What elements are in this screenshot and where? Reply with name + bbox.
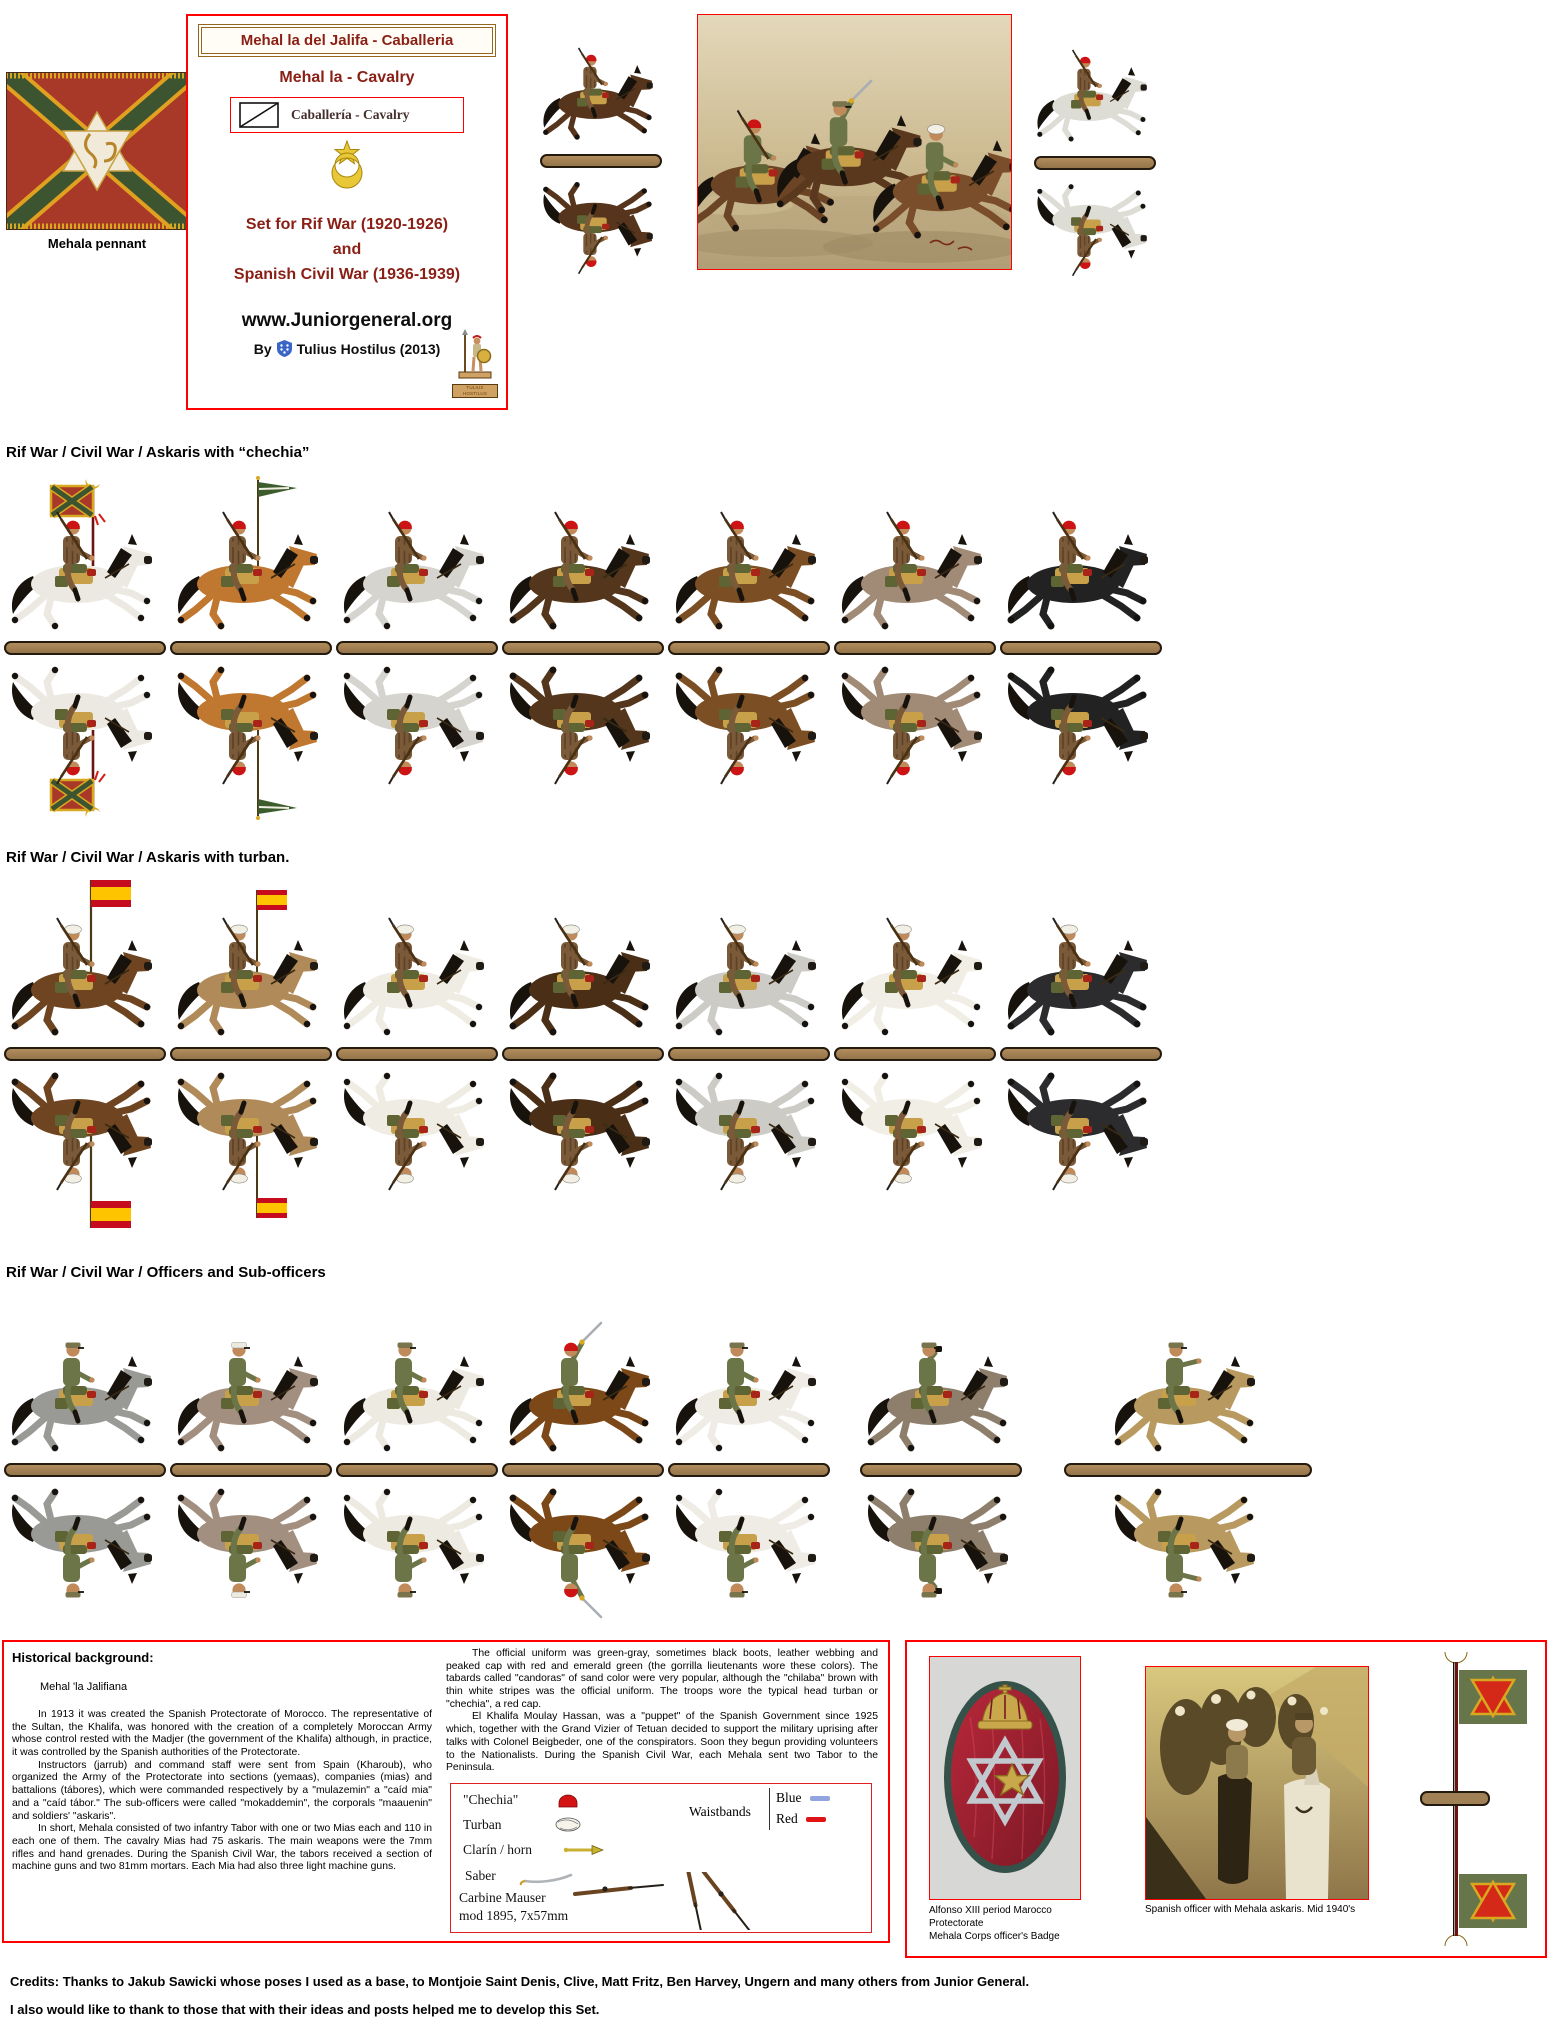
figure-upright: [835, 872, 995, 1047]
cavalry-figure: [500, 1288, 666, 1652]
cavalry-painting: [697, 14, 1012, 270]
cavalry-figure-art: [503, 1477, 663, 1652]
cavalry-figure-art: [503, 1061, 663, 1236]
figure-upright: [337, 1288, 497, 1463]
figure-base: [502, 641, 664, 655]
figure-base: [668, 1047, 830, 1061]
history-paragraph: Instructors (jarrub) and command staff were sent from Spain (Kharoub), who organized the Army of the Protectorate into sections (yemaas), companies (mias) and battalions (tábores), which were commanded respectively by a "mulazemin" a "caíd mia" and a "caíd tábor." The sub-officers were called "mokaddemin", the corporals "maauenin" and soldiers' "askaris".: [12, 1759, 432, 1822]
section-label-officers: Rif War / Civil War / Officers and Sub-officers: [6, 1264, 326, 1281]
legend-turban-label: Turban: [463, 1817, 502, 1832]
cavalry-figure: [334, 872, 500, 1236]
cavalry-figure-art: [171, 1477, 331, 1652]
cavalry-figure-art: [538, 173, 663, 310]
star-crescent-icon: [324, 139, 370, 191]
spanish-pennant: [257, 1136, 287, 1218]
history-left-column: [4, 1642, 442, 1941]
photo-caption: Spanish officer with Mehala askaris. Mid 1940's: [1145, 1904, 1356, 1915]
cavalry-figure-art: [503, 1288, 663, 1463]
pennant-art: [6, 72, 188, 230]
horn-icon: [563, 1844, 605, 1856]
cavalry-figure: [2, 1288, 168, 1652]
cavalry-figure-art: [5, 1288, 165, 1463]
cavalry-figure-art: [669, 1477, 829, 1652]
figure-base: [336, 641, 498, 655]
cavalry-figure-art: [669, 872, 829, 1047]
title-bar: [198, 24, 496, 57]
figure-upright: [669, 466, 829, 641]
cavalry-figure: [168, 872, 334, 1236]
figure-mirrored: [835, 1061, 995, 1236]
cavalry-figure: [666, 1288, 832, 1652]
cavalry-figure-art: [171, 466, 331, 641]
cavalry-figure-art: [866, 70, 1012, 250]
history-heading: Historical background:: [12, 1650, 154, 1665]
figure-mirrored: [503, 1061, 663, 1236]
figure-base: [834, 641, 996, 655]
cavalry-figure: [858, 1288, 1024, 1652]
saber-icon: [517, 1870, 575, 1886]
figure-upright: [669, 1288, 829, 1463]
cavalry-figure-art: [669, 655, 829, 830]
website-text: www.Juniorgeneral.org: [241, 310, 453, 331]
legend-waistbands-label: Waistbands: [689, 1804, 751, 1819]
cavalry-figure-art: [1032, 14, 1157, 151]
mehala-flag-miniature: [1393, 1646, 1533, 1957]
cavalry-figure: [168, 1288, 334, 1652]
cavalry-figure-art: [5, 1477, 165, 1652]
figure-mirrored: [337, 655, 497, 830]
cavalry-figure: [998, 466, 1164, 830]
figure-upright: [503, 872, 663, 1047]
figure-base: [336, 1463, 498, 1477]
set-line-2: and: [332, 241, 362, 258]
figure-upright: [171, 1288, 331, 1463]
figure-base: [834, 1047, 996, 1061]
cavalry-figure-art: [835, 872, 995, 1047]
figure-mirrored: [1001, 655, 1161, 830]
set-line-1: Set for Rif War (1920-1926): [245, 216, 449, 233]
waistband-red-label: Red: [776, 1810, 798, 1826]
figure-upright: [337, 466, 497, 641]
unit-symbol-label: Caballería - Cavalry: [291, 107, 410, 122]
figure-upright: [861, 1288, 1021, 1463]
figure-base: [502, 1463, 664, 1477]
gallery-box: [905, 1640, 1547, 1958]
sheet-subtitle: Mehal la - Cavalry: [279, 69, 415, 86]
cavalry-figure-art: [1001, 872, 1161, 1047]
cavalry-figure: [2, 466, 168, 830]
pennant-image: [6, 72, 188, 230]
section-label-turban: Rif War / Civil War / Askaris with turban.: [6, 849, 290, 866]
figure-upright: [1001, 872, 1161, 1047]
figure-row-turban: [2, 872, 1164, 1236]
figure-base: [170, 641, 332, 655]
cavalry-figure: [334, 1288, 500, 1652]
cavalry-figure: [666, 466, 832, 830]
author-shield-icon: [277, 340, 292, 357]
pennant-caption: Mehala pennant: [47, 236, 147, 251]
history-paragraph: In 1913 it was created the Spanish Protectorate of Morocco. The representative of the Sultan, the Khalifa, was honored with the creation of a completely Moroccan Army whose control rested with the Madjer (the government of the Khalifa) although, in practice, it was controlled by the Spanish authorities of the Protectorate.: [12, 1709, 432, 1759]
unit-symbol-legend: [230, 97, 464, 133]
legend-waistbands-values: [769, 1788, 830, 1830]
photo-art: [1146, 1667, 1368, 1899]
figure-mirrored: [1001, 1061, 1161, 1236]
cavalry-figure: [500, 872, 666, 1236]
turban-icon: [553, 1815, 583, 1833]
cavalry-figure: [500, 466, 666, 830]
figure-mirrored: [5, 1477, 165, 1652]
historical-background-box: [2, 1640, 890, 1943]
figure-upright: [5, 1288, 165, 1463]
figure-upright: [171, 872, 331, 1047]
cavalry-map-symbol-icon: [239, 102, 279, 128]
figure-base: [1000, 641, 1162, 655]
figure-mirrored: [861, 1477, 1021, 1652]
carbine-rifles-icon: [571, 1872, 771, 1930]
lone-cavalry-figure-left: [538, 12, 663, 309]
waistband-blue-label: Blue: [776, 1790, 802, 1805]
cavalry-figure: [666, 872, 832, 1236]
cavalry-figure-art: [669, 1061, 829, 1236]
figure-mirrored: [669, 1477, 829, 1652]
figure-upright: [5, 466, 165, 641]
cavalry-figure-art: [835, 655, 995, 830]
badge-caption-line2: Mehala Corps officer's Badge: [929, 1931, 1060, 1942]
credits-line1: Credits: Thanks to Jakub Sawicki whose poses I used as a base, to Montjoie Saint Denis, Clive, Matt Fritz, Ben Harvey, Ungern and many others from Junior General.: [10, 1974, 1030, 1989]
cavalry-figure-art: [337, 466, 497, 641]
equipment-legend-box: [450, 1783, 872, 1933]
history-paragraph: The official uniform was green-gray, sometimes black boots, leather webbing and peaked cap with red and emerald green (the gorrilla lieutenants wore these colors). The tabards called "candoras" of sand color were very popular, although the "chilaba" brown with thin white stripes was the official uniform. The troops wore the typical head turban or "chechia", a red cap.: [446, 1648, 878, 1710]
waistband-blue-swatch: [810, 1796, 830, 1801]
waistband-blue-row: [776, 1788, 830, 1809]
figure-upright: [503, 1288, 663, 1463]
cavalry-figure-art: [171, 1288, 331, 1463]
figure-mirrored: [835, 655, 995, 830]
section-label-chechia: Rif War / Civil War / Askaris with “chechia”: [6, 444, 310, 461]
author-text: Tulius Hostilus (2013): [296, 340, 441, 357]
figure-base: [502, 1047, 664, 1061]
cavalry-figure-art: [669, 1288, 829, 1463]
cavalry-figure-art: [861, 1477, 1021, 1652]
figure-upright: [5, 872, 165, 1047]
history-right-column: [442, 1642, 888, 1941]
legend-carbine-label2: mod 1895, 7x57mm: [459, 1908, 569, 1923]
painting-rider: [866, 70, 1012, 255]
flag-miniature-art: [1393, 1646, 1533, 1952]
rider-torso: [1166, 1358, 1183, 1386]
cavalry-figure-art: [861, 1288, 1021, 1463]
cavalry-figure: [1062, 1288, 1314, 1652]
figure-mirrored: [5, 1061, 165, 1236]
byline-text: By: [253, 340, 272, 357]
figure-mirrored: [5, 655, 165, 830]
figure-base: [1064, 1463, 1312, 1477]
badge-caption-line1: Alfonso XIII period Marocco Protectorate: [929, 1905, 1052, 1929]
cavalry-figure-art: [1108, 1477, 1268, 1652]
cavalry-figure-art: [5, 872, 165, 1047]
figure-mirrored: [171, 1061, 331, 1236]
chechia-icon: [555, 1792, 581, 1808]
cavalry-figure-art: [171, 872, 331, 1047]
set-line-3: Spanish Civil War (1936-1939): [233, 266, 461, 283]
figure-base: [4, 1463, 166, 1477]
officer-badge-photo: [929, 1656, 1081, 1900]
cavalry-figure-art: [337, 655, 497, 830]
cavalry-figure: [832, 872, 998, 1236]
cavalry-figure-art: [503, 655, 663, 830]
history-subheading: Mehal 'la Jalifiana: [40, 1681, 128, 1693]
legend-chechia-label: "Chechia": [463, 1792, 519, 1807]
cavalry-figure-art: [1001, 655, 1161, 830]
history-paragraph: In short, Mehala consisted of two infantry Tabor with one or two Mias each and 110 in each one of them. The cavalry Mias had 75 askaris. The main weapons were the 7mm rifles and hand grenades. During the Spanish Civil War, the tabors received a section of machine guns and two 81mm mortars. Each Mia had also three light machine guns.: [12, 1823, 432, 1873]
credits-line2: I also would like to thank to those that with their ideas and posts helped me to develop this Set.: [10, 2002, 600, 2017]
history-paragraph: El Khalifa Moulay Hassan, was a "puppet" of the Spanish Government since 1925 which, together with the Grand Vizier of Tetuan decided to support the military uprising after talks with Colonel Beigbeder, one of the conspirators. Soon they begun providing volunteers to the Nationalists. During the Spanish Civil War, each Mehala sent two Tabor to the Peninsula.: [446, 1711, 878, 1774]
cavalry-figure-art: [503, 466, 663, 641]
figure-mirrored: [669, 655, 829, 830]
figure-mirrored: [669, 1061, 829, 1236]
lone-cavalry-figure-right: [1032, 14, 1157, 311]
figure-row-officers: [2, 1288, 1314, 1652]
badge-caption: [929, 1904, 1109, 1943]
cavalry-figure-art: [171, 1061, 331, 1236]
cavalry-figure-art: [337, 1288, 497, 1463]
cavalry-figure-art: [5, 466, 165, 641]
legend-horn-label: Clarín / horn: [463, 1842, 532, 1857]
figure-upright: [669, 872, 829, 1047]
legend-carbine-label: Carbine Mauser: [459, 1890, 546, 1905]
badge-art: [930, 1657, 1080, 1897]
cavalry-figure: [998, 872, 1164, 1236]
cavalry-figure: [168, 466, 334, 830]
roman-soldier-icon: [457, 329, 493, 379]
figure-base: [668, 1463, 830, 1477]
legend-saber-label: Saber: [465, 1868, 496, 1883]
cavalry-figure-art: [5, 1061, 165, 1236]
figure-upright: [1001, 466, 1161, 641]
cavalry-figure-art: [1001, 466, 1161, 641]
askaris-photo: [1145, 1666, 1369, 1900]
cavalry-figure-art: [337, 1477, 497, 1652]
figure-base: [860, 1463, 1022, 1477]
rider-torso: [1166, 1554, 1183, 1582]
figure-mirrored: [171, 1477, 331, 1652]
figure-base: [170, 1463, 332, 1477]
figure-mirrored: [1108, 1477, 1268, 1652]
figure-mirrored: [171, 655, 331, 830]
figure-upright: [171, 466, 331, 641]
cavalry-figure-art: [503, 872, 663, 1047]
title-box: [186, 14, 508, 410]
cavalry-figure-art: [538, 12, 663, 149]
author-mascot-label: TULIUS HOSTILUS: [452, 384, 498, 398]
figure-base: [1421, 1792, 1489, 1805]
figure-base: [4, 641, 166, 655]
waistband-red-swatch: [806, 1817, 826, 1822]
author-mascot: [452, 329, 498, 398]
spanish-pennant: [257, 890, 287, 972]
figure-base: [668, 641, 830, 655]
cavalry-figure-art: [337, 1061, 497, 1236]
cavalry-figure-art: [1108, 1288, 1268, 1463]
figure-mirrored: [337, 1477, 497, 1652]
figure-upright: [1108, 1288, 1268, 1463]
cavalry-figure: [2, 872, 168, 1236]
cavalry-figure-art: [337, 872, 497, 1047]
figure-base: [170, 1047, 332, 1061]
waistband-red-row: [776, 1809, 830, 1830]
cavalry-figure: [334, 466, 500, 830]
figure-upright: [503, 466, 663, 641]
figure-base: [4, 1047, 166, 1061]
figure-mirrored: [503, 655, 663, 830]
figure-upright: [337, 872, 497, 1047]
cavalry-figure: [832, 466, 998, 830]
cavalry-figure-art: [5, 655, 165, 830]
figure-base: [336, 1047, 498, 1061]
figure-base: [1000, 1047, 1162, 1061]
cavalry-figure-art: [1001, 1061, 1161, 1236]
cavalry-figure-art: [1032, 175, 1157, 312]
cavalry-figure-art: [835, 1061, 995, 1236]
cavalry-figure-art: [835, 466, 995, 641]
figure-row-chechia: [2, 466, 1164, 830]
figure-upright: [835, 466, 995, 641]
figure-mirrored: [503, 1477, 663, 1652]
cavalry-figure-art: [669, 466, 829, 641]
cavalry-figure-art: [171, 655, 331, 830]
figure-mirrored: [337, 1061, 497, 1236]
sheet-title: Mehal la del Jalifa - Caballeria: [201, 27, 493, 54]
